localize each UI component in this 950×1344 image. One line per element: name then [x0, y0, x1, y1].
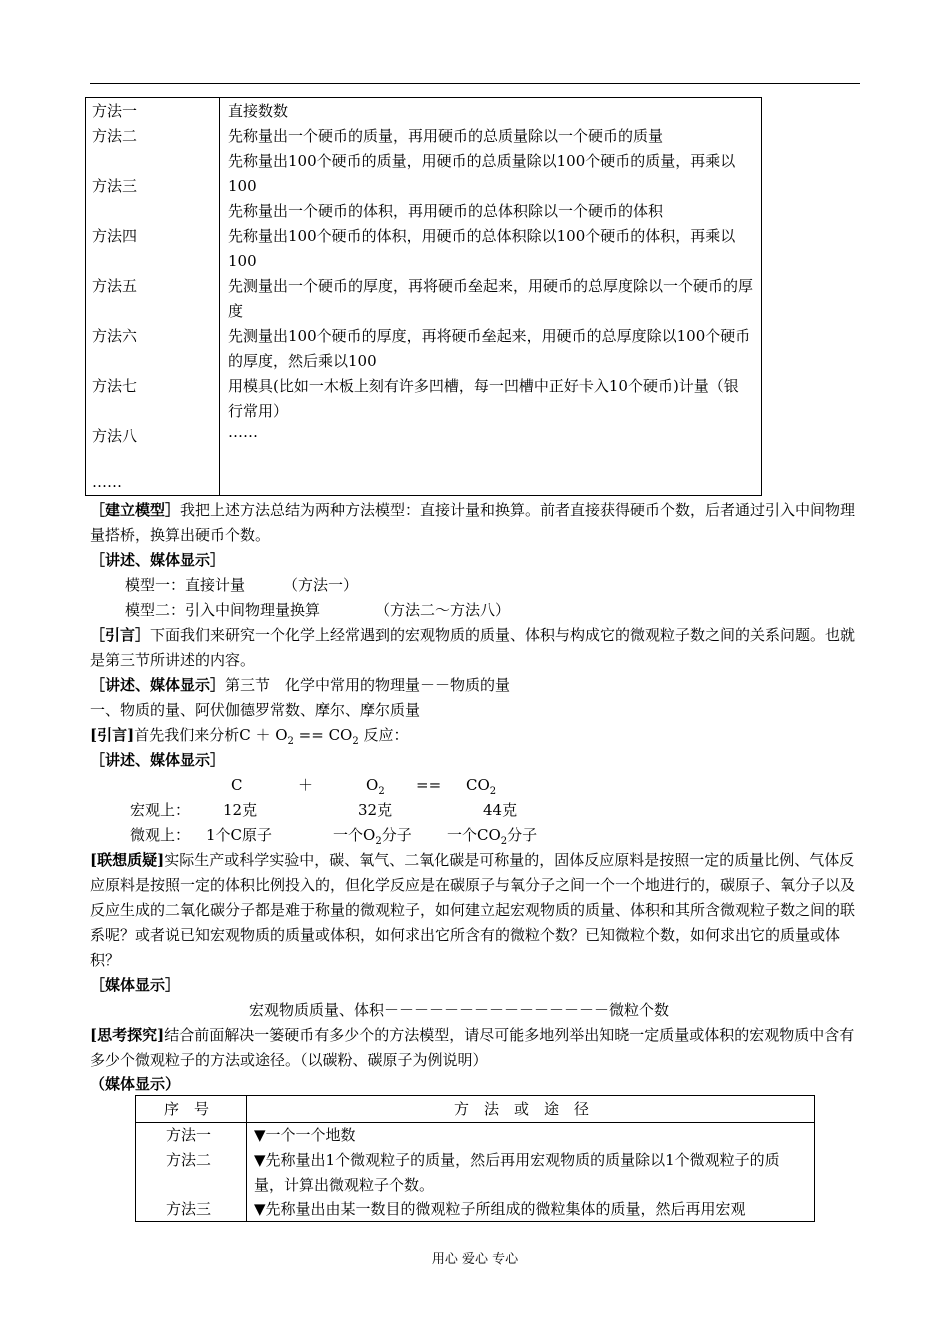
table-row-text: 用模具(比如一木板上刻有许多凹槽，每一凹槽中正好卡入10个硬币)计量（银行常用）	[228, 377, 739, 420]
coin-methods-table	[85, 97, 762, 496]
table-header-no: 序 号	[164, 1100, 210, 1118]
relation-line: 宏观物质质量、体积－－－－－－－－－－－－－－－微粒个数	[249, 1001, 670, 1019]
micro-carbon: 1个C原子	[206, 826, 273, 844]
table-row-label: 方法三	[92, 177, 138, 195]
tag-label: [思考探究]	[90, 1026, 165, 1044]
paragraph-text: 实际生产或科学实验中，碳、氧气、二氧化碳是可称量的，固体反应原料是按照一定的质量比例、气体反应原料是按照一定的体积比例投入的，但化学反应是在碳原子与氧分子之间一个一个地进行的，碳原子、氧分子以及反应生成的二氧化碳分子都是难于称量的微观粒子，如何建立起宏观物质的质量、体积和其所含微观粒子数之间的联系呢？或者说已知宏观物质的质量或体积，如何求出它所含有的微粒个数？已知微粒个数，如何求出它的质量或体积？	[90, 851, 856, 969]
tag-label: [联想质疑]	[90, 851, 165, 869]
table-header-method: 方 法 或 途 径	[454, 1100, 590, 1118]
table-row-label: 方法六	[92, 327, 138, 345]
table-row-text: 先测量出100个硬币的厚度，再将硬币垒起来，用硬币的总厚度除以100个硬币的厚度，然后乘以100	[228, 327, 751, 370]
eq-equals: ==	[416, 776, 442, 794]
particle-methods-table	[135, 1095, 815, 1222]
model-two-note: （方法二～方法八）	[375, 601, 511, 619]
paragraph-text: 首先我们来分析C ＋ O	[134, 726, 288, 744]
eq-plus: ＋	[298, 776, 314, 794]
paragraph-text: 下面我们来研究一个化学上经常遇到的宏观物质的质量、体积与构成它的微观粒子数之间的关系问题。也就是第三节所讲述的内容。	[90, 626, 856, 669]
subscript: 2	[287, 736, 294, 747]
eq-oxygen-symbol: O	[366, 776, 379, 794]
tag-label: ［讲述、媒体显示］	[90, 676, 226, 694]
tag-label: ［建立模型］	[90, 501, 181, 519]
table-row-text: 先称量出100个硬币的体积，用硬币的总体积除以100个硬币的体积，再乘以100	[228, 227, 736, 270]
macro-carbon: 12克	[223, 801, 258, 819]
macro-oxygen: 32克	[358, 801, 393, 819]
micro-text: 分子	[507, 826, 538, 844]
subscript: 2	[489, 786, 497, 797]
model-two: 模型二：引入中间物理量换算	[125, 601, 321, 619]
tag-label: ［引言］	[90, 626, 151, 644]
subscript: 2	[378, 786, 385, 797]
micro-label: 微观上：	[130, 826, 191, 844]
table-row-text: 先称量出一个硬币的质量，再用硬币的总质量除以一个硬币的质量	[228, 127, 664, 145]
table-row-label: 方法七	[92, 377, 138, 395]
section-heading-line	[90, 673, 865, 698]
table-row-label: 方法四	[92, 227, 138, 245]
section-heading: ［媒体显示］	[90, 976, 181, 994]
model-one: 模型一：直接计量	[125, 576, 246, 594]
table-divider	[219, 98, 220, 495]
table-row-text: ▼先称量出1个微观粒子的质量，然后再用宏观物质的质量除以1个微观粒子的质量，计算出微观粒子个数。	[254, 1151, 780, 1194]
header-rule	[90, 83, 860, 84]
macro-co2: 44克	[483, 801, 518, 819]
subscript: 2	[352, 736, 359, 747]
section-title: 第三节 化学中常用的物理量－－物质的量	[225, 676, 511, 694]
paragraph-text: 结合前面解决一篓硬币有多少个的方法模型，请尽可能多地列举出知晓一定质量或体积的宏观物质中含有多少个微观粒子的方法或途径。（以碳粉、碳原子为例说明）	[90, 1026, 855, 1069]
table-row-text: ▼一个一个地数	[254, 1126, 356, 1144]
paragraph-text: == CO	[293, 726, 353, 744]
table-row-label: 方法三	[166, 1200, 212, 1218]
table-row-label: 方法一	[166, 1126, 212, 1144]
table-row-label: 方法八	[92, 427, 138, 445]
table-row-text: ▼先称量出由某一数目的微观粒子所组成的微粒集体的质量，然后再用宏观	[254, 1200, 746, 1218]
table-row-text: 直接数数	[228, 102, 289, 120]
paragraph-text: 反应：	[358, 726, 409, 744]
table-row-label: 方法五	[92, 277, 138, 295]
micro-text: 一个CO	[447, 826, 501, 844]
paragraph-question	[90, 848, 865, 973]
paragraph-text: 我把上述方法总结为两种方法模型：直接计量和换算。前者直接获得硬币个数，后者通过引入中间物理量搭桥，换算出硬币个数。	[90, 501, 856, 544]
subscript: 2	[375, 836, 382, 847]
page-footer: 用心 爱心 专心	[431, 1252, 519, 1267]
subscript: 2	[500, 836, 508, 847]
table-row-text: 先称量出一个硬币的体积，再用硬币的总体积除以一个硬币的体积	[228, 202, 664, 220]
micro-text: 一个O	[333, 826, 376, 844]
paragraph-intro	[90, 623, 865, 673]
paragraph-explore	[90, 1023, 865, 1073]
section-heading: ［讲述、媒体显示］	[90, 751, 226, 769]
paragraph-model	[90, 498, 865, 548]
section-heading: ［讲述、媒体显示］	[90, 551, 226, 569]
eq-co2-symbol: CO	[466, 776, 490, 794]
micro-text: 分子	[381, 826, 412, 844]
model-one-note: （方法一）	[283, 576, 359, 594]
subsection-title: 一、物质的量、阿伏伽德罗常数、摩尔、摩尔质量	[90, 701, 421, 719]
table-row-label: ……	[92, 473, 122, 491]
table-row-text: 先称量出100个硬币的质量，用硬币的总质量除以100个硬币的质量，再乘以100	[228, 152, 736, 195]
tag-label: [引言]	[90, 726, 135, 744]
table-row-label: 方法二	[92, 127, 138, 145]
section-heading: （媒体显示）	[90, 1075, 181, 1093]
table-row-label: 方法一	[92, 102, 138, 120]
table-row-text: 先测量出一个硬币的厚度，再将硬币垒起来，用硬币的总厚度除以一个硬币的厚度	[228, 277, 754, 320]
table-row-text: ……	[228, 423, 258, 441]
macro-label: 宏观上：	[130, 801, 191, 819]
table-row-label: 方法二	[166, 1151, 212, 1169]
eq-carbon: C	[231, 776, 243, 794]
table-divider	[246, 1096, 247, 1221]
